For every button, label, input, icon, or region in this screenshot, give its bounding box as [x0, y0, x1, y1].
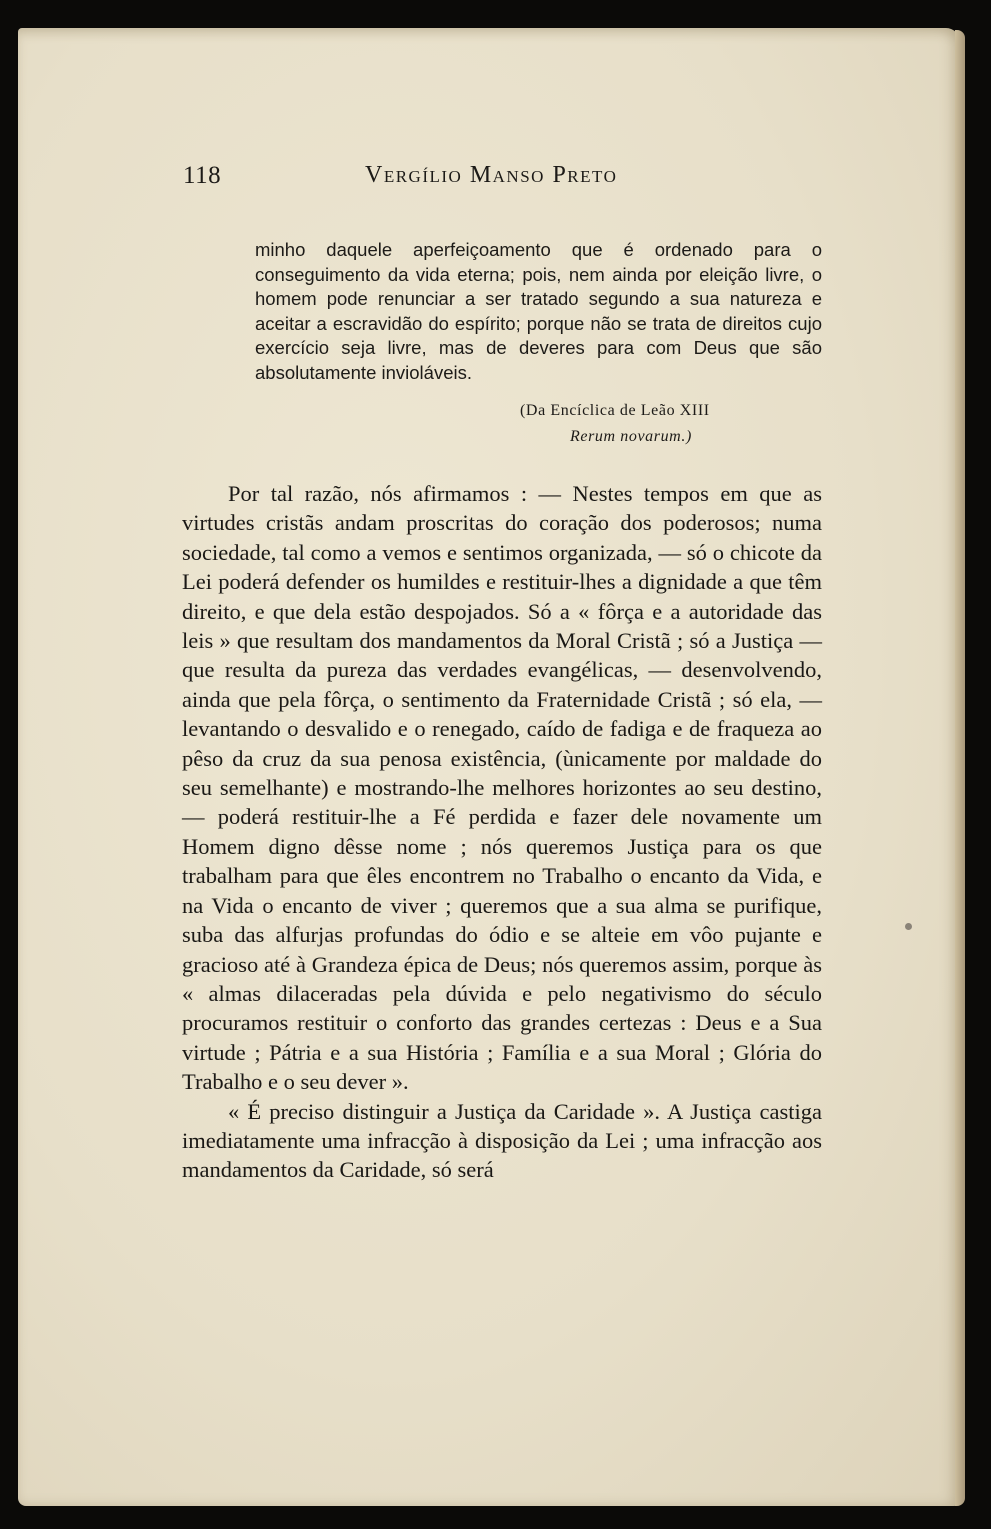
page-number: 118 [183, 162, 222, 189]
page-header [0, 162, 991, 198]
citation-title: Rerum novarum.) [570, 428, 692, 445]
body-text [182, 479, 822, 1185]
page-edge [955, 30, 965, 1506]
running-head: Vergílio Manso Preto [365, 162, 618, 188]
paper-speck [905, 923, 912, 930]
quote-citation [520, 398, 710, 450]
paragraph: Por tal razão, nós afirmamos : — Nestes tempos em que as virtudes cristãs andam proscritas do coração dos poderosos; numa sociedade, tal como a vemos e sentimos organizada, — só o chicote da Lei poderá defender os humildes e restituir-lhes a dignidade a que têm direito, e que dela estão despojados. Só a « fôrça e a autoridade das leis » que resultam dos mandamentos da Moral Cristã ; só a Justiça — que resulta da pureza das verdades evangélicas, — desenvolvendo, ainda que pela fôrça, o sentimento da Fraternidade Cristã ; só ela, — levantando o desvalido e o renegado, caído de fadiga e de fraqueza ao pêso da cruz da sua penosa existência, (ùnicamente por maldade do seu semelhante) e mostrando-lhe melhores horizontes ao seu destino, — poderá restituir-lhe a Fé perdida e fazer dele novamente um Homem digno dêsse nome ; nós queremos Justiça para os que trabalham para que êles encontrem no Trabalho o encanto da Vida, e na Vida o encanto de viver ; queremos que a sua alma se purifique, suba das alfurjas profundas do ódio e se alteie em vôo pujante e gracioso até à Grandeza épica de Deus; nós queremos assim, porque às « almas dilaceradas pela dúvida e pelo negativismo do século procuramos restituir o conforto das grandes certezas : Deus e a Sua virtude ; Pátria e a sua História ; Família e a sua Moral ; Glória do Trabalho e o seu dever ». [182, 481, 822, 1095]
paragraph: « É preciso distinguir a Justiça da Caridade ». A Justiça castiga imediatamente uma infracção à disposição da Lei ; uma infracção aos mandamentos da Caridade, só será [182, 1098, 822, 1183]
encyclical-quote: minho daquele aperfeiçoamento que é ordenado para o conseguimento da vida eterna; pois, nem ainda por eleição livre, o homem pode renunciar a ser tratado segundo a sua natureza e aceitar a escravidão do espírito; porque não se trata de direitos cujo exercício seja livre, mas de deveres para com Deus que são absolutamente invioláveis. [255, 239, 822, 383]
citation-source: (Da Encíclica de Leão XIII [520, 402, 710, 419]
